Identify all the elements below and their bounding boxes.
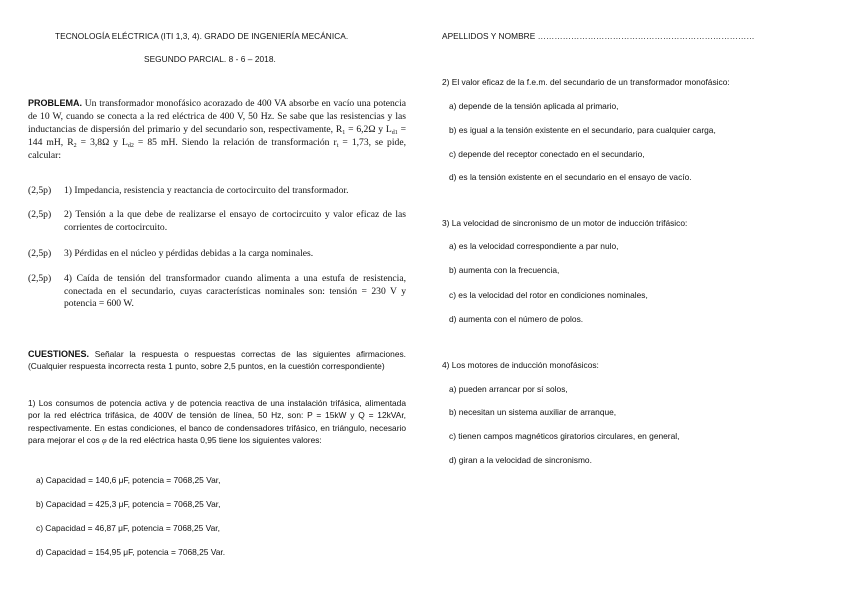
q4-option-a: a) pueden arrancar por sí solos, — [449, 384, 568, 394]
problem-item — [28, 185, 406, 198]
problem-label: PROBLEMA. — [28, 98, 82, 108]
question-1-text: 1) Los consumos de potencia activa y de potencia reactiva de una instalación trifásica, alimentada por la red eléctrica trifásica, de 400V de tensión de línea, 50 Hz, son: P = 15kW y Q = 12kVAr, respectivamente. En estas condiciones, el banco de condensadores trifásico, en triángulo, necesario para mejorar el cos φ de la red eléctrica hasta 0,95 tiene los siguientes valores: — [28, 398, 406, 445]
phi-symbol: φ — [102, 435, 107, 445]
problem-item-text: 1) Impedancia, resistencia y reactancia de cortocircuito del transformador. — [64, 185, 349, 196]
q1-option-c: c) Capacidad = 46,87 μF, potencia = 7068,25 Var, — [36, 523, 220, 533]
points-label: (2,5p) — [28, 185, 52, 196]
problem-item — [28, 273, 406, 311]
cuestiones-intro: CUESTIONES. Señalar la respuesta o respuestas correctas de las siguientes afirmaciones. (Cualquier respuesta incorrecta resta 1 punto, sobre 2,5 puntos, en la cuestión correspondiente) — [28, 349, 406, 372]
q3-option-d: d) aumenta con el número de polos. — [449, 314, 584, 324]
problem-item — [28, 248, 406, 261]
question-3-title: 3) La velocidad de sincronismo de un motor de inducción trifásico: — [442, 218, 688, 228]
q1-option-b: b) Capacidad = 425,3 μF, potencia = 7068,25 Var, — [36, 499, 221, 509]
points-label: (2,5p) — [28, 209, 52, 220]
points-label: (2,5p) — [28, 248, 52, 259]
q2-option-c: c) depende del receptor conectado en el secundario, — [449, 149, 645, 159]
q3-option-b: b) aumenta con la frecuencia, — [449, 265, 560, 275]
question-2-title: 2) El valor eficaz de la f.e.m. del secundario de un transformador monofásico: — [442, 77, 730, 87]
q1-option-d: d) Capacidad = 154,95 μF, potencia = 7068,25 Var. — [36, 547, 226, 557]
header-subtitle: SEGUNDO PARCIAL. 8 - 6 – 2018. — [144, 54, 276, 64]
cuestiones-label: CUESTIONES. — [28, 349, 90, 359]
name-field-label: APELLIDOS Y NOMBRE …………………………………………………………………… — [442, 31, 755, 41]
problem-item — [28, 209, 406, 234]
q3-option-a: a) es la velocidad correspondiente a par nulo, — [449, 241, 619, 251]
points-label: (2,5p) — [28, 273, 52, 284]
q4-option-c: c) tienen campos magnéticos giratorios circulares, en general, — [449, 431, 680, 441]
q4-option-b: b) necesitan un sistema auxiliar de arranque, — [449, 407, 617, 417]
problem-item-text: 3) Pérdidas en el núcleo y pérdidas debidas a la carga nominales. — [64, 248, 314, 259]
question-4-title: 4) Los motores de inducción monofásicos: — [442, 360, 599, 370]
q4-option-d: d) giran a la velocidad de sincronismo. — [449, 455, 592, 465]
q1-option-a: a) Capacidad = 140,6 μF, potencia = 7068,25 Var, — [36, 475, 221, 485]
problem-item-text: 4) Caída de tensión del transformador cuando alimenta a una estufa de resistencia, conectada en el secundario, cuyas características nominales son: tensión = 230 V y potencia = 600 W. — [64, 273, 406, 309]
problem-statement: PROBLEMA. Un transformador monofásico acorazado de 400 VA absorbe en vacío una potencia de 10 W, cuando se conecta a la red eléctrica de 400 V, 50 Hz. Se sabe que las resistencias y las inductancias de dispersión del primario y del secundario son, respectivamente, $R_1 = 6,2\Omega$ y $L_{d1} = 144$ mH, $R_2 = 3,8\Omega$ y $L_{d2} = 85$ mH. Siendo la relación de transformación $r_t = 1,73$, se pide, calcular: — [28, 98, 406, 161]
problem-item-text: 2) Tensión a la que debe de realizarse el ensayo de cortocircuito y valor eficaz de las corrientes de cortocircuito. — [64, 209, 406, 233]
header-title: TECNOLOGÍA ELÉCTRICA (ITI 1,3, 4). GRADO DE INGENIERÍA MECÁNICA. — [55, 31, 349, 41]
q2-option-a: a) depende de la tensión aplicada al primario, — [449, 101, 619, 111]
q2-option-b: b) es igual a la tensión existente en el secundario, para cualquier carga, — [449, 125, 716, 135]
q2-option-d: d) es la tensión existente en el secundario en el ensayo de vacío. — [449, 172, 692, 182]
q3-option-c: c) es la velocidad del rotor en condiciones nominales, — [449, 290, 648, 300]
